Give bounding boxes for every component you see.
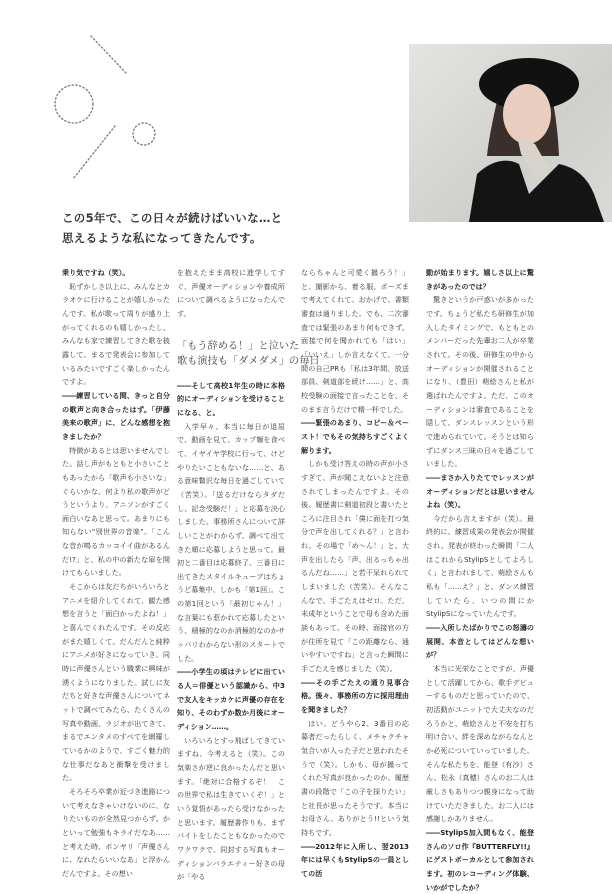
interview-question: ――2012年に入所し、翌2013年には早くもStylipSの一員としての活 <box>301 841 409 878</box>
dotted-circle-small <box>133 123 155 145</box>
headline <box>62 208 282 248</box>
headline-line-2: 思えるような私になってきたんです。 <box>62 231 262 245</box>
subheading-line1: 「もう辞める！」と泣いた <box>177 340 300 352</box>
interview-answer: 恥ずかしさ以上に、みんなとカラオケに行けることが嬉しかったんです。私が歌って周りが盛り上がってくれるのも嬉しかったし、みんなも家で練習してきた歌を披露して、まるで発表会に参加しているみたいですごく楽しかったんですよ。 <box>62 281 170 387</box>
subheading <box>177 339 320 369</box>
interview-answer: 特徴があるとは思いませんでした。話し声がもともと小さいこともあったから「歌声も小さいな」ぐらいかな。何より私の歌声がどうというより、アニソンがすごく面白いなあと思って。あまりにも知らない“別世界の音楽”。「こんな音が鳴るカッコイイ曲があるんだ!?」と、私の中の新たな扉を開けてもらいました。 <box>62 445 170 578</box>
interview-answer: 今だから言えますが（笑）。最終的に、練習成果の発表会が開催され、発表が終わった瞬間「二人はこれからStylipSとしてよろしく」と言われまして、萌絵さんも私も「……え？」と。ダンス練習していたら、いつの間にかStylipSになっていたんです。 <box>426 513 534 619</box>
interview-answer: 驚きというか戸惑いが多かったです。ちょうど私たち研修生が加入したタイミングで、もともとのメンバーだった先輩お二人が卒業されて。その後、研修生の中からオーディションが開催されることになり、（豊田）萌絵さんと私が選ばれたんですよ。ただ、このオーディションは審査であることを隠して、ダンスレッスンという形で進められていて。そうとは知らずにダンス三昧の日々を過ごしていました。 <box>426 295 534 469</box>
article-column-3 <box>301 266 409 881</box>
dotted-decoration <box>0 0 230 200</box>
interview-question: ――緊張のあまり、コピー＆ペースト！でもその気持ちすごくよく解ります。 <box>301 418 409 455</box>
portrait-photo <box>409 44 612 222</box>
interview-question: ――StylipS加入間もなく、能登さんのソロ作『BUTTERFLY!!』にゲストボーカルとして参加されます。初のレコーディング体験、いかがでしたか？ <box>426 827 534 892</box>
interview-answer: ならちゃんと可愛く撮ろう！」と、撮影から、着る服、ポーズまで考えてくれて。おかげで、書類審査は通りました。でも、二次審査では緊張のあまり何もできず。面接で何を聞かれても「はい」「いいえ」しか言えなくて、一分間の自己PRも「私は3年間、放送部員、剣道部を続け……」と、高校受験の面接で言ったことを、そのまま言うだけで精一杯でした。 <box>301 268 409 414</box>
interview-answer: しかも受け答えの時の声が小さすぎて、声が聞こえないよと注意されてしまったんですよ。その後、履歴書に剣道初段と書いたところに注目され「僕に面を打つ気分で声を出してくれる？」と言われ、その場で「め〜ん！」と、大声を出したら「声、出るっちゃ出るんだね……」と若干呆れられてしまいました（苦笑）。そんなこんなで、手ごたえはゼロ。ただ、未成年ということで母も含めた面談もあって。その時、面接官の方が住所を見て「この距離なら、通いやすいですね」と言った瞬間に手ごたえを感じました（笑）。 <box>301 459 409 674</box>
interview-answer: を抱えたまま高校に進学してすぐ、声優オーディションや養成所について調べるようになったんです。 <box>177 268 285 318</box>
interview-question: 動が始まります。嬉しさ以上に驚きがあったのでは？ <box>426 268 534 291</box>
interview-answer: そろそろ卒業が近づき進路について考えなきゃいけないのに、なりたいものが全然見つからず。かといって勉強もキライだなあ……と考えた時、ボンヤリ「声優さんに、なれたらいいなあ」と浮かんだんですよ。その想い <box>62 786 170 878</box>
interview-answer: 入学早々、本当に毎日が退屈で、動画を見て、カップ麺を食べて、イヤイヤ学校に行って、けどやりたいこともないな……と、ある意味贅沢な毎日を過ごしていて（苦笑）。「送るだけならタダだし、記念受験だ！」と応募を決心しました。事務所さんについて詳しいことがわからず、調べて出てきた順に応募しようと思って。最初と二番目は応募終了、三番目に出てきたスタイルキューブはちょうど募集中、しかも「第1回」。この第1回という「最初じゃん！」な言葉にも惹かれて応募したという、積極的なのか消極的なのかサッパリわからない形のスタートでした。 <box>177 421 285 663</box>
interview-answer: そこからは友だちがいろいろとアニメを紹介してくれて、観た感想を言うと「面白かったよね！」と喜んでくれたんです。その反応がまた嬉しくて。だんだんと純粋にアニメが好きになっていき、同時に声優さんという職業に興味が湧くようになりました。試しに友だちと好きな声優さんについてネットで調べてみたら、たくさんの写真や動画、ラジオが出てきて、まるでエンタメのすべてを網羅しているかのようで、すごく魅力的な仕事だなあと衝撃を受けました。 <box>62 582 170 783</box>
interview-question: 乗り気ですね（笑）。 <box>62 268 130 277</box>
subheading-line2: 歌も演技も「ダメダメ」の毎日 <box>177 355 320 367</box>
interview-answer: はい。どうやら2、3番目の応募者だったらしく、メチャクチャ気合いが入った子だと思われたそうで（笑）。しかも、母が撮ってくれた写真が良かったのか、履歴書の段階で「この子を採りたい」と社長が思ったそうです。本当にお母さん、ありがとう!!という気持ちです。 <box>301 718 409 837</box>
interview-question: ――練習している間、きっと自分の歌声と向き合ったはず。「伊藤美来の歌声」に、どんな感想を抱きましたか？ <box>62 390 170 441</box>
article-column-4 <box>426 266 534 894</box>
interview-question: ――その手ごたえの通り見事合格。後々、事務所の方に採用理由を聞きました？ <box>301 677 409 714</box>
interview-answer: 本当に光栄なことですが、声優として活躍してから、歌手デビューするものだと思っていたので、初活動がユニットで大丈夫なのだろうかと、萌絵さんと不安を打ち明け合い、絆を深めながらなんとか必死についていっていました。そんな私たちを、能登（有沙）さん、松永（真穂）さんのお二人は厳しさもありつつ親身になって助けていただきました。お二人には感謝しかありません。 <box>426 664 534 824</box>
interview-question: ――まさか入りたてでレッスンがオーディションだとは思いませんよね（笑）。 <box>426 472 534 510</box>
interview-question: ――小学生の頃はテレビに出ている人＝俳優という認識から、中3で友人をキッカケに声優の存在を知り、そのわずか数か月後にオーディション……。 <box>177 667 285 732</box>
dotted-line-top <box>91 36 126 73</box>
interview-question: ――そして高校1年生の時に本格的にオーディションを受けることになる、と。 <box>177 380 285 417</box>
article-column-1 <box>62 266 170 881</box>
interview-answer: いろいろとすっ飛ばしてきていますね、今考えると（笑）。この気楽さが逆に良かったんだと思います。「絶対に合格するぞ！ この世界で私は生きていくぞ！」という覚悟があったら受けなかったと思います。履歴書作りも、まずバイトをしたこともなかったのでワクワクで。同封する写真もオーディションバラエティー好きの母が「やる <box>177 735 285 882</box>
face-shape <box>503 84 551 144</box>
dotted-line-bottom <box>73 126 115 179</box>
article-column-2 <box>177 266 320 884</box>
headline-line-1: この5年で、この日々が続けばいいな…と <box>62 211 283 225</box>
dotted-circle-large <box>55 85 93 123</box>
interview-question: ――入所したばかりでこの怒濤の展開、本音としてはどんな想いが？ <box>426 623 534 660</box>
